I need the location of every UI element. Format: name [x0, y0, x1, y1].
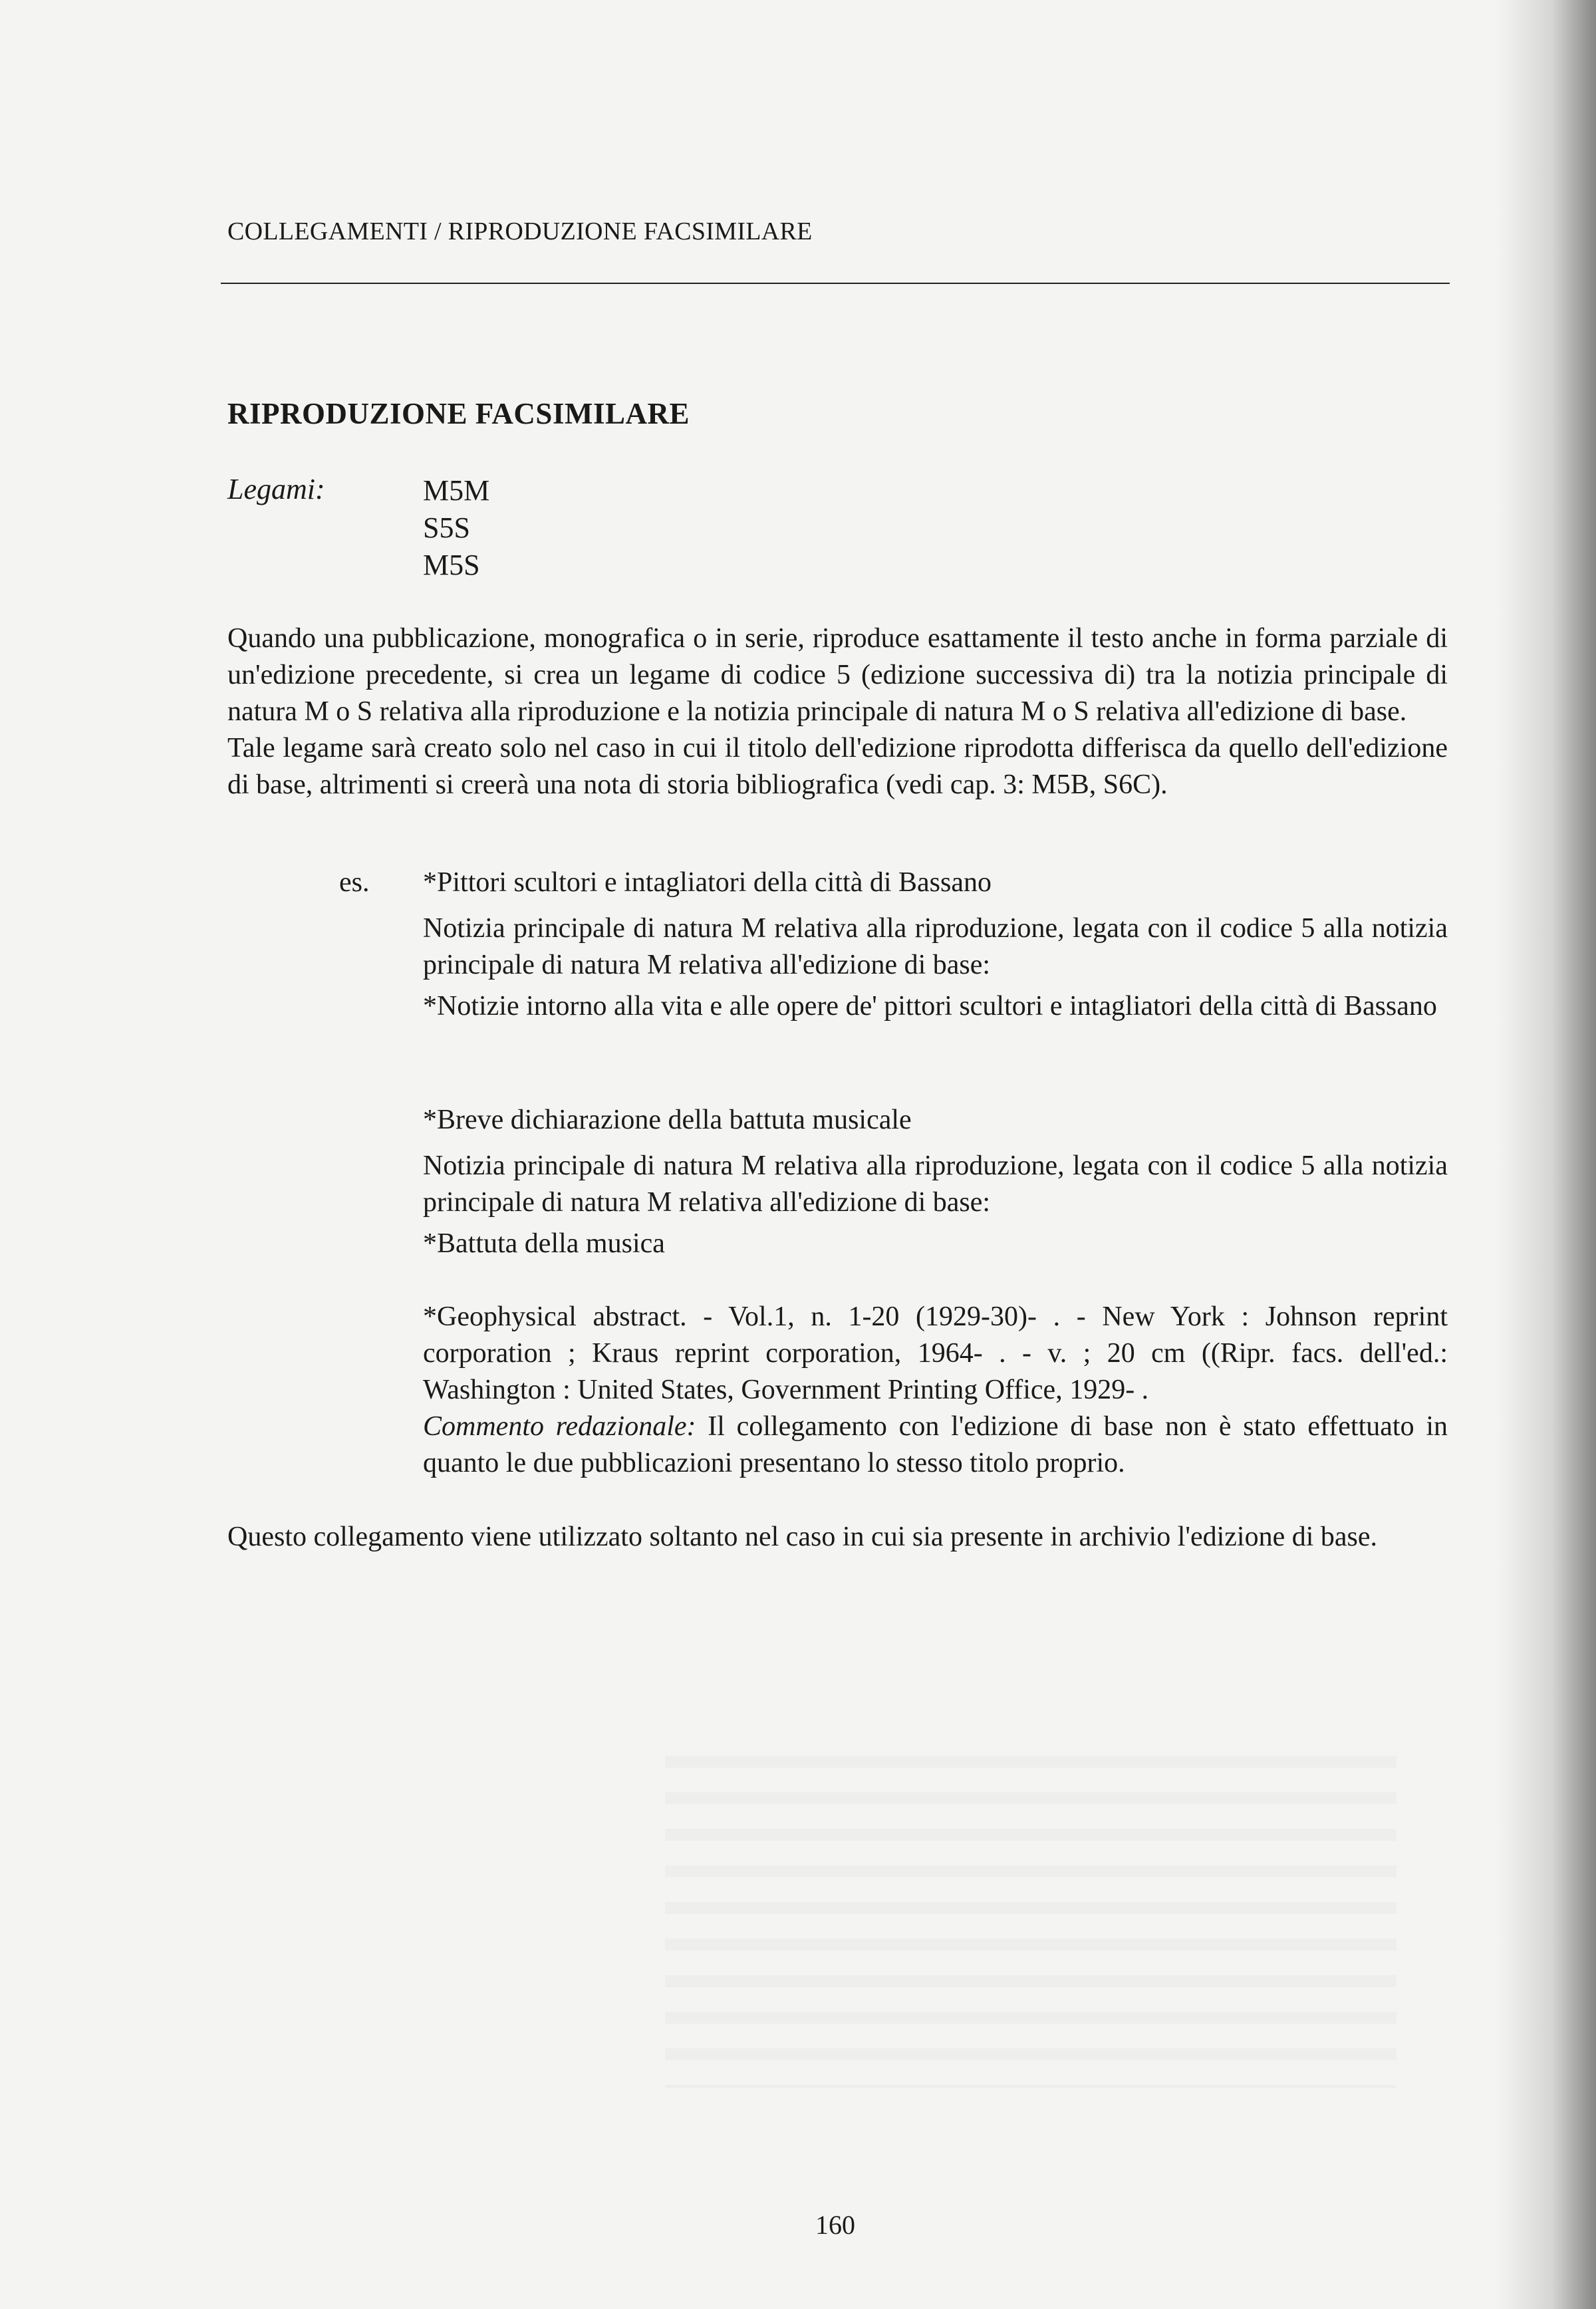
- example-1-base: *Notizie intorno alla vita e alle opere de' pittori scultori e intagliatori della città di Bassano: [423, 991, 1437, 1021]
- legame-code: M5M: [423, 474, 490, 507]
- section-title: RIPRODUZIONE FACSIMILARE: [227, 397, 690, 430]
- example-2-note: Notizia principale di natura M relativa alla riproduzione, legata con il codice 5 alla notizia principale di natura M relativa all'edizione di base:: [423, 1151, 1448, 1218]
- running-header: COLLEGAMENTI / RIPRODUZIONE FACSIMILARE: [227, 217, 813, 245]
- closing-paragraph: Questo collegamento viene utilizzato soltanto nel caso in cui sia presente in archivio l'edizione di base.: [227, 1522, 1378, 1552]
- page-number: 160: [815, 2210, 855, 2240]
- legami-label: Legami:: [227, 473, 325, 505]
- body-paragraph: Quando una pubblicazione, monografica o in serie, riproduce esattamente il testo anche in forma parziale di un'edizione precedente, si crea un legame di codice 5 (edizione successiva di) tra la notizia principale di natura M o S relativa alla riproduzione e la notizia principale di natura M o S relativa all'edizione di base.: [227, 623, 1448, 727]
- page-edge-shadow: [1496, 0, 1596, 2309]
- header-rule: [221, 283, 1450, 284]
- examples-label: es.: [339, 867, 370, 898]
- comment-label: Commento redazionale:: [423, 1411, 696, 1442]
- show-through-texture: [665, 1756, 1396, 2088]
- example-1-note: Notizia principale di natura M relativa alla riproduzione, legata con il codice 5 alla notizia principale di natura M relativa all'edizione di base:: [423, 913, 1448, 980]
- example-1-title: *Pittori scultori e intagliatori della città di Bassano: [423, 867, 992, 898]
- body-paragraph: Tale legame sarà creato solo nel caso in cui il titolo dell'edizione riprodotta differisca da quello dell'edizione di base, altrimenti si creerà una nota di storia bibliografica (vedi cap. 3: M5B, S6C).: [227, 733, 1448, 800]
- example-2-title: *Breve dichiarazione della battuta musicale: [423, 1105, 912, 1135]
- example-2-base: *Battuta della musica: [423, 1228, 665, 1259]
- example-3: [423, 1299, 1448, 1482]
- example-3-record: *Geophysical abstract. - Vol.1, n. 1-20 (1929-30)- . - New York : Johnson reprint corporation ; Kraus reprint corporation, 1964- . - v. ; 20 cm ((Ripr. facs. dell'ed.: Washington : United States, Government Printing Office, 1929- .: [423, 1301, 1448, 1405]
- legami-codes: [423, 472, 489, 584]
- legame-code: S5S: [423, 511, 470, 544]
- body-text: [227, 620, 1448, 803]
- legame-code: M5S: [423, 549, 480, 581]
- example-3-comment: [423, 1409, 1448, 1482]
- comment-text: Il collegamento con l'edizione di base non è stato effettuato in quanto le due pubblicazioni presentano lo stesso titolo proprio.: [423, 1411, 1448, 1478]
